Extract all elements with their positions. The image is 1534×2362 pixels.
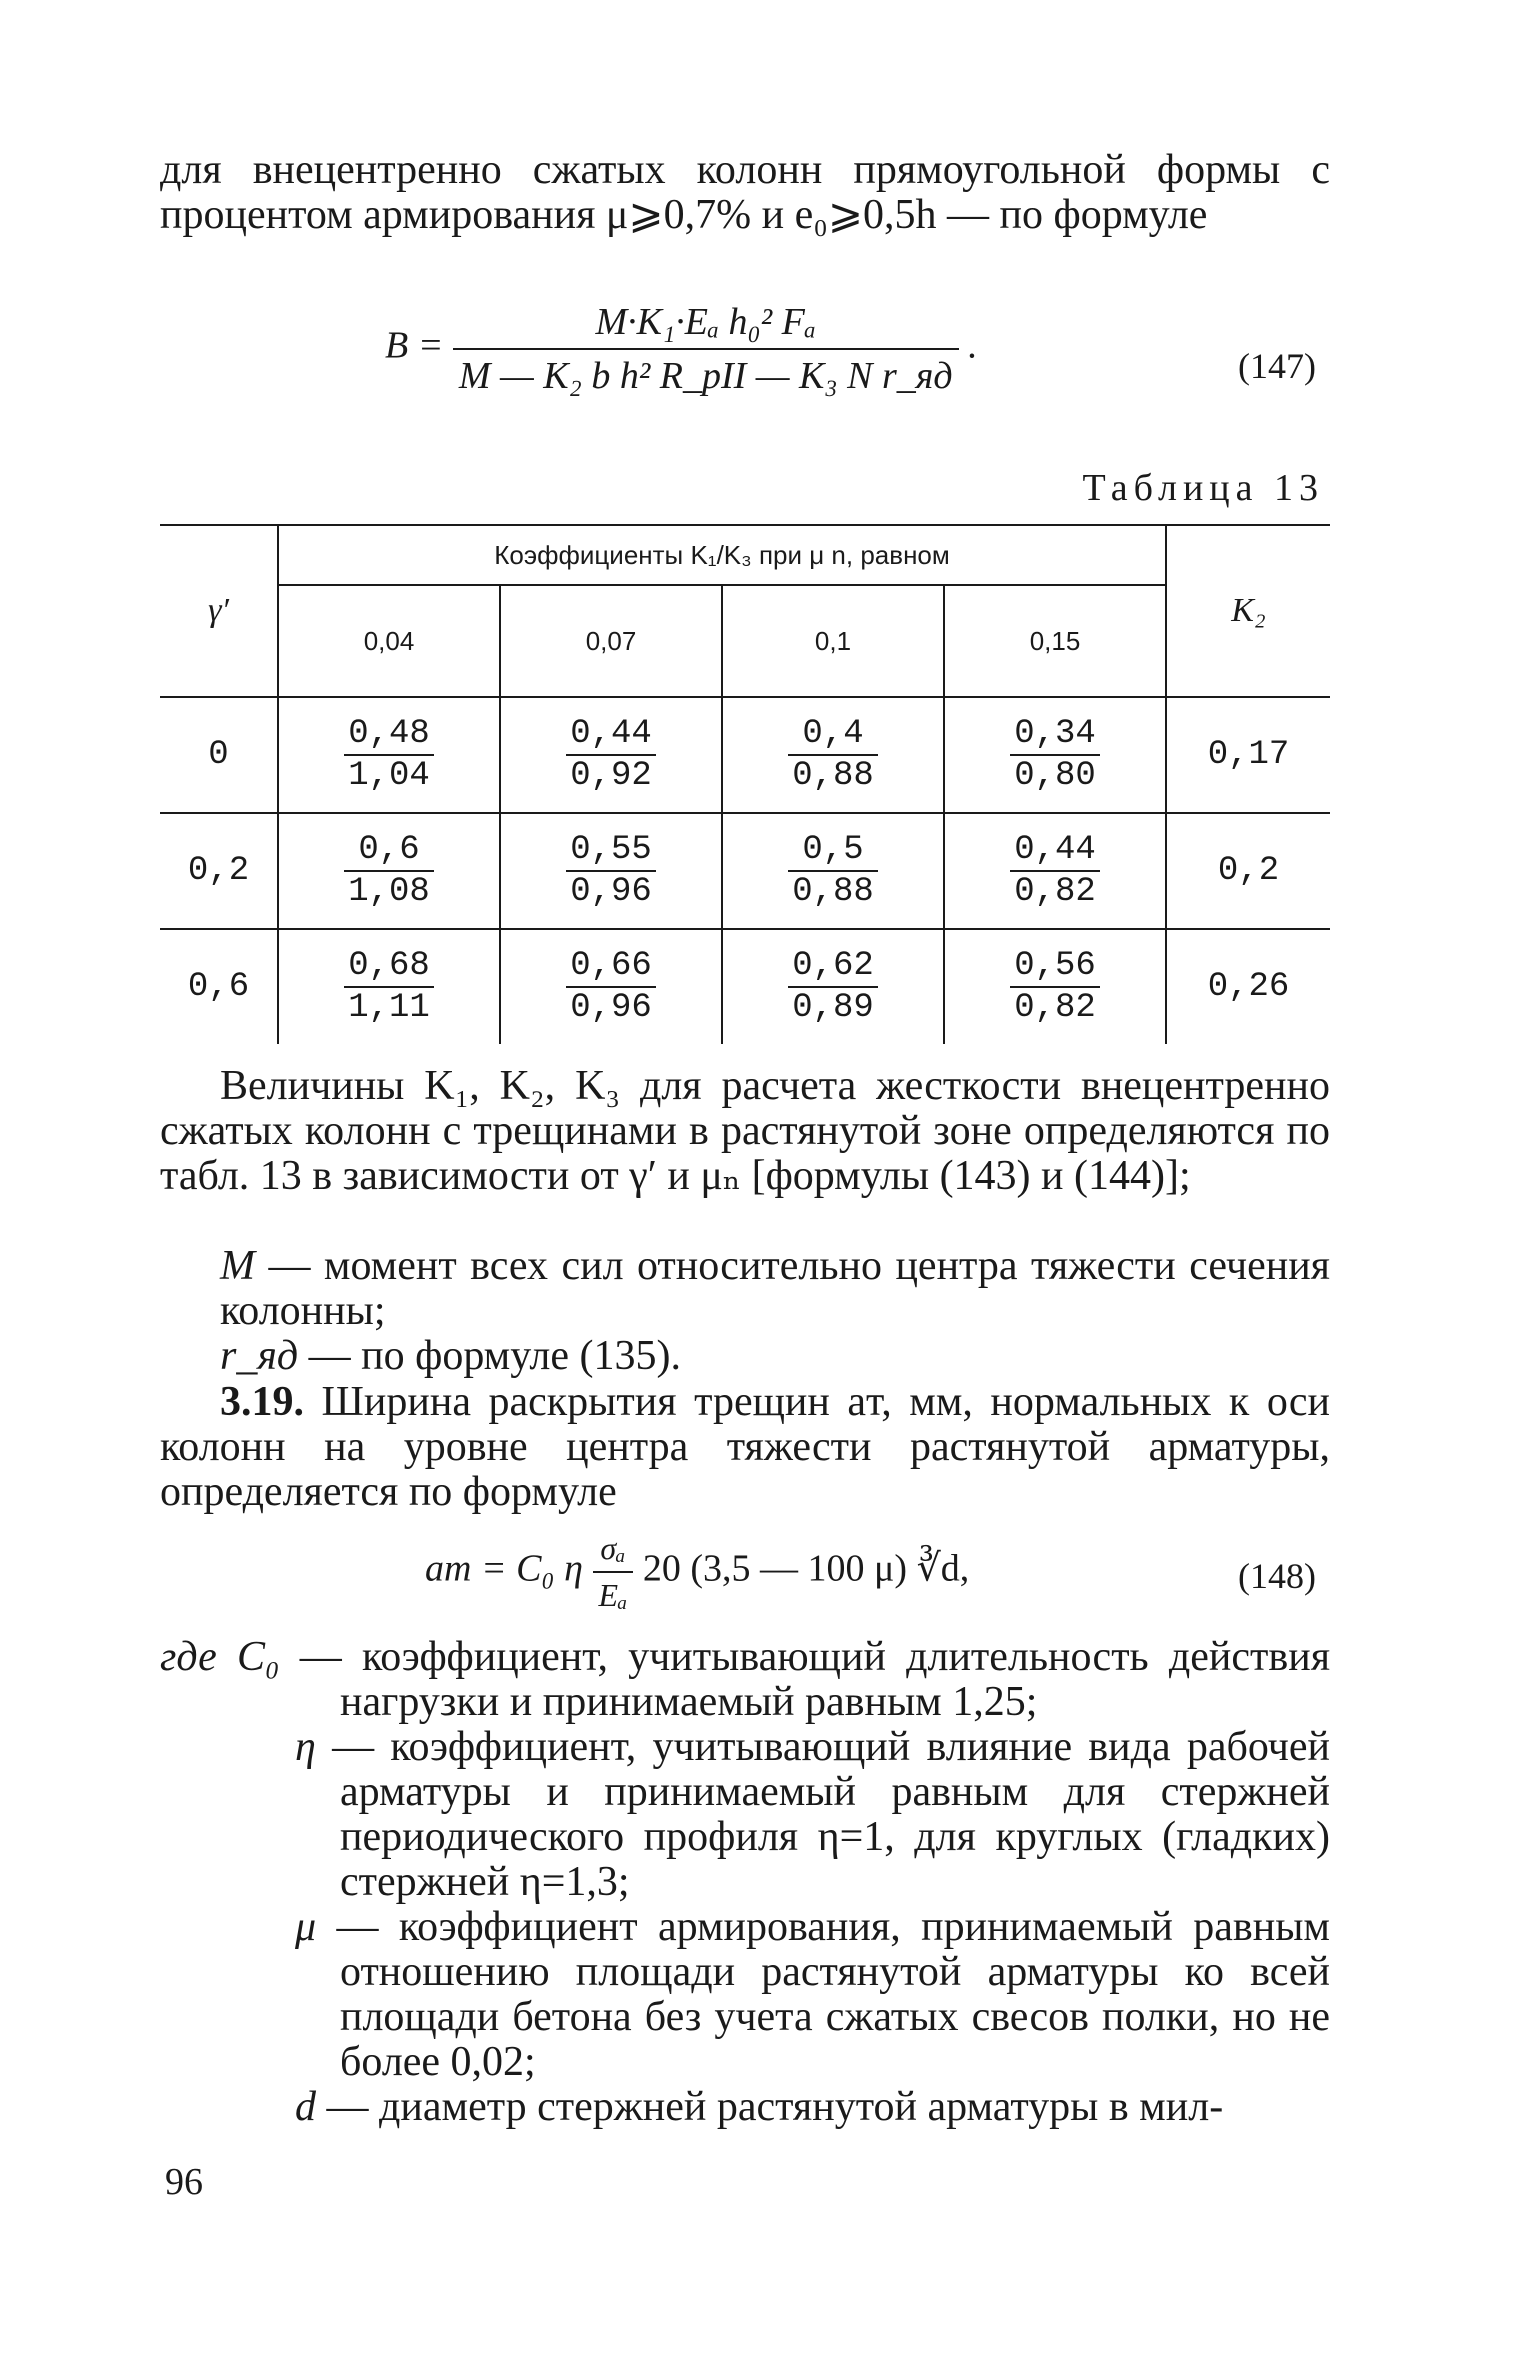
formula-147-numerator: M·K₁·Eₐ h₀² Fₐ	[453, 300, 959, 350]
table-row	[160, 697, 1330, 813]
definitions-2	[160, 1635, 1330, 2130]
definition-text: — коэффициент армирования, принимаемый равным отношению площади растянутой арматуры ко всей площади бетона без учета сжатых свесов полки, но не более 0,02;	[336, 1904, 1331, 2085]
formula-147-denominator: M — K₂ b h² R_pII — K₃ N r_яд	[458, 355, 953, 397]
table-row	[160, 813, 1330, 929]
row-k2: 0,17	[1166, 697, 1330, 813]
section-number: 3.19.	[220, 1379, 304, 1425]
definition-item	[160, 1334, 1330, 1379]
definition-item	[160, 1905, 1330, 2085]
table-cell: $\frac{0,34}{0,80}$	[1010, 714, 1100, 796]
mu-value-2: 0,07	[500, 585, 722, 697]
definition-text: — коэффициент, учитывающий длительность действия нагрузки и принимаемый равным 1,25;	[299, 1634, 1331, 1725]
formula-148-number: (148)	[1238, 1556, 1316, 1596]
table-cell: $\frac{0,62}{0,89}$	[788, 946, 878, 1028]
header-gamma: γ′	[160, 525, 278, 697]
definition-item	[160, 1725, 1330, 1905]
definitions-1	[160, 1244, 1330, 1379]
formula-147-number: (147)	[1238, 346, 1316, 386]
table-cell: $\frac{0,4}{0,88}$	[788, 714, 878, 796]
table-cell: $\frac{0,5}{0,88}$	[788, 830, 878, 912]
row-gamma: 0	[208, 736, 229, 774]
coefficient-table	[160, 524, 1330, 1044]
header-coefficients: Коэффициенты K₁/K₃ при μ n, равном	[278, 525, 1166, 585]
definition-term: μ	[295, 1904, 317, 1950]
table-cell: $\frac{0,55}{0,96}$	[566, 830, 656, 912]
definition-item	[160, 2085, 1330, 2130]
definition-item	[160, 1635, 1330, 1725]
table-cell: $\frac{0,44}{0,92}$	[566, 714, 656, 796]
mu-value-1: 0,04	[278, 585, 500, 697]
row-k2: 0,26	[1166, 929, 1330, 1044]
table-cell: $\frac{0,6}{1,08}$	[344, 830, 434, 912]
table-cell: $\frac{0,48}{1,04}$	[344, 714, 434, 796]
formula-148-lhs: aт = C₀ η	[425, 1547, 583, 1590]
formula-147: B = $\frac{\text{M·K₁·Eₐ h₀² Fₐ}}{\text{M — K₂ b h² R\_pII — K₃ N r\_яд}}$ .	[385, 301, 978, 397]
definition-text: — диаметр стержней растянутой арматуры в мил-	[326, 2084, 1224, 2130]
intro-paragraph: для внецентренно сжатых колонн прямоугольной формы с процентом армирования μ⩾0,7% и e₀⩾0,5h — по формуле	[160, 147, 1330, 238]
mu-value-3: 0,1	[722, 585, 944, 697]
row-gamma: 0,2	[187, 852, 250, 890]
definition-item	[160, 1244, 1330, 1334]
table-row	[160, 929, 1330, 1044]
formula-148-den: Eₐ	[598, 1577, 628, 1613]
row-k2: 0,2	[1166, 813, 1330, 929]
definition-term: r_яд	[220, 1333, 299, 1379]
table-cell: $\frac{0,56}{0,82}$	[1010, 946, 1100, 1028]
definition-term: где C₀	[160, 1634, 280, 1680]
definition-text: — по формуле (135).	[308, 1333, 681, 1379]
row-gamma: 0,6	[187, 968, 250, 1006]
table-cell: $\frac{0,68}{1,11}$	[344, 946, 434, 1028]
page-number: 96	[165, 2161, 203, 2203]
table-cell: $\frac{0,66}{0,96}$	[566, 946, 656, 1028]
formula-148-rest: 20 (3,5 — 100 μ) ∛d,	[642, 1547, 970, 1590]
formula-147-lhs: B =	[385, 324, 444, 367]
definition-text: — коэффициент, учитывающий влияние вида рабочей арматуры и принимаемый равным для стержней периодического профиля η=1, для круглых (гладких) стержней η=1,3;	[332, 1724, 1330, 1905]
definition-term: d	[295, 2084, 316, 2130]
definition-term: η	[295, 1724, 316, 1770]
header-k2: K₂	[1166, 525, 1330, 697]
formula-148	[425, 1530, 969, 1614]
mu-value-4: 0,15	[944, 585, 1166, 697]
section-text: Ширина раскрытия трещин aт, мм, нормальных к оси колонн на уровне центра тяжести растянутой арматуры, определяется по формуле	[160, 1379, 1330, 1515]
table-caption: Таблица 13	[1082, 467, 1324, 509]
table-cell: $\frac{0,44}{0,82}$	[1010, 830, 1100, 912]
formula-148-fraction	[593, 1530, 634, 1614]
definition-text: — момент всех сил относительно центра тяжести сечения колонны;	[220, 1243, 1330, 1334]
section-3-19	[160, 1380, 1330, 1515]
values-paragraph: Величины K₁, K₂, K₃ для расчета жесткости внецентренно сжатых колонн с трещинами в растянутой зоне определяются по табл. 13 в зависимости от γ′ и μₙ [формулы (143) и (144)];	[160, 1063, 1330, 1199]
formula-147-fraction	[453, 300, 959, 398]
formula-148-num: σₐ	[593, 1530, 634, 1573]
definition-term: M	[220, 1243, 255, 1289]
